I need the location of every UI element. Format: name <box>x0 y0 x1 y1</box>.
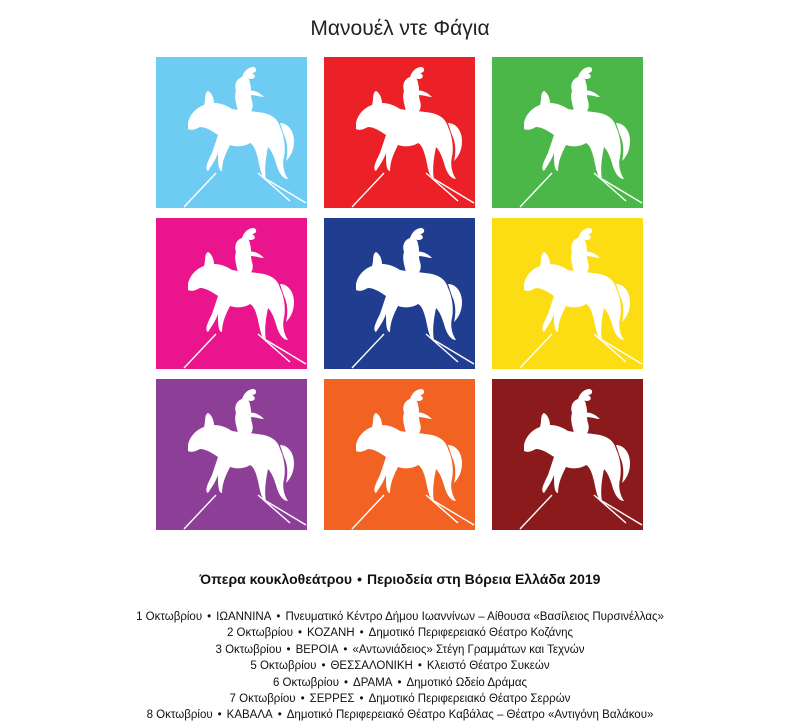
bullet-separator: • <box>359 627 364 640</box>
tour-date-row <box>0 609 800 625</box>
tour-venue: «Αντωνιάδειος» Στέγη Γραμμάτων και Τεχνών <box>352 643 585 656</box>
tile-9 <box>492 379 643 530</box>
tile-6 <box>492 218 643 369</box>
bullet-separator: • <box>359 692 364 705</box>
tour-date: 5 Οκτωβρίου <box>250 660 317 673</box>
tour-venue: Κλειστό Θέατρο Συκεών <box>426 660 550 673</box>
horse-rider-icon <box>156 57 307 208</box>
tour-date: 3 Οκτωβρίου <box>215 643 282 656</box>
bullet-separator: • <box>286 643 291 656</box>
bullet-separator: • <box>397 676 402 689</box>
tour-date-row <box>0 675 800 691</box>
horse-rider-icon <box>156 379 307 530</box>
horse-rider-icon <box>492 379 643 530</box>
poster-grid <box>156 57 643 530</box>
horse-rider-icon <box>492 218 643 369</box>
tour-date: 2 Οκτωβρίου <box>226 627 293 640</box>
tour-venue: Δημοτικό Ωδείο Δράμας <box>406 676 528 689</box>
tour-date-row <box>0 625 800 641</box>
tile-3 <box>492 57 643 208</box>
tour-venue: Δημοτικό Περιφερειακό Θέατρο Σερρών <box>368 692 571 705</box>
tour-venue: Δημοτικό Περιφερειακό Θέατρο Κοζάνης <box>368 627 574 640</box>
tour-subtitle <box>0 571 800 587</box>
tile-5 <box>324 218 475 369</box>
horse-rider-icon <box>324 57 475 208</box>
tour-city: ΣΕΡΡΕΣ <box>309 692 355 705</box>
subtitle-separator: • <box>357 571 362 587</box>
composer-name: Μανουέλ ντε Φάγια <box>310 17 490 40</box>
bullet-separator: • <box>276 611 281 623</box>
horse-rider-icon <box>492 57 643 208</box>
bullet-separator: • <box>300 692 305 705</box>
tour-city: ΙΩΑΝΝΙΝΑ <box>216 611 272 623</box>
bullet-separator: • <box>207 611 212 623</box>
cropped-title-strokes <box>0 0 800 7</box>
tour-date: 1 Οκτωβρίου <box>136 611 203 623</box>
tour-date-row <box>0 691 800 707</box>
horse-rider-icon <box>324 379 475 530</box>
tour-date: 7 Οκτωβρίου <box>229 692 296 705</box>
tour-city: ΚΑΒΑΛΑ <box>226 709 273 722</box>
subtitle-opera: Όπερα κουκλοθεάτρου <box>199 571 353 587</box>
bullet-separator: • <box>217 709 222 722</box>
tour-venue: Δημοτικό Περιφερειακό Θέατρο Καβάλας – Θέατρο «Αντιγόνη Βαλάκου» <box>286 709 654 722</box>
bullet-separator: • <box>321 660 326 673</box>
subtitle-tour: Περιοδεία στη Βόρεια Ελλάδα 2019 <box>366 571 601 587</box>
bullet-separator: • <box>298 627 303 640</box>
tile-8 <box>324 379 475 530</box>
tile-2 <box>324 57 475 208</box>
bullet-separator: • <box>344 676 349 689</box>
tile-4 <box>156 218 307 369</box>
tour-date-row <box>0 642 800 658</box>
tour-city: ΚΟΖΑΝΗ <box>307 627 355 640</box>
tour-city: ΘΕΣΣΑΛΟΝΙΚΗ <box>330 660 413 673</box>
tour-date: 6 Οκτωβρίου <box>272 676 339 689</box>
tour-city: ΔΡΑΜΑ <box>353 676 393 689</box>
bullet-separator: • <box>417 660 422 673</box>
tile-7 <box>156 379 307 530</box>
tour-venue: Πνευματικό Κέντρο Δήμου Ιωαννίνων – Αίθουσα «Βασίλειος Πυρσινέλλας» <box>285 611 664 623</box>
tour-city: ΒΕΡΟΙΑ <box>295 643 339 656</box>
cropped-title <box>0 0 800 16</box>
bullet-separator: • <box>277 709 282 722</box>
tour-date-row <box>0 658 800 674</box>
horse-rider-icon <box>156 218 307 369</box>
tour-dates-list <box>0 609 800 724</box>
horse-rider-icon <box>324 218 475 369</box>
tour-date: 8 Οκτωβρίου <box>146 709 213 722</box>
tour-date-row <box>0 707 800 723</box>
tile-1 <box>156 57 307 208</box>
bullet-separator: • <box>343 643 348 656</box>
